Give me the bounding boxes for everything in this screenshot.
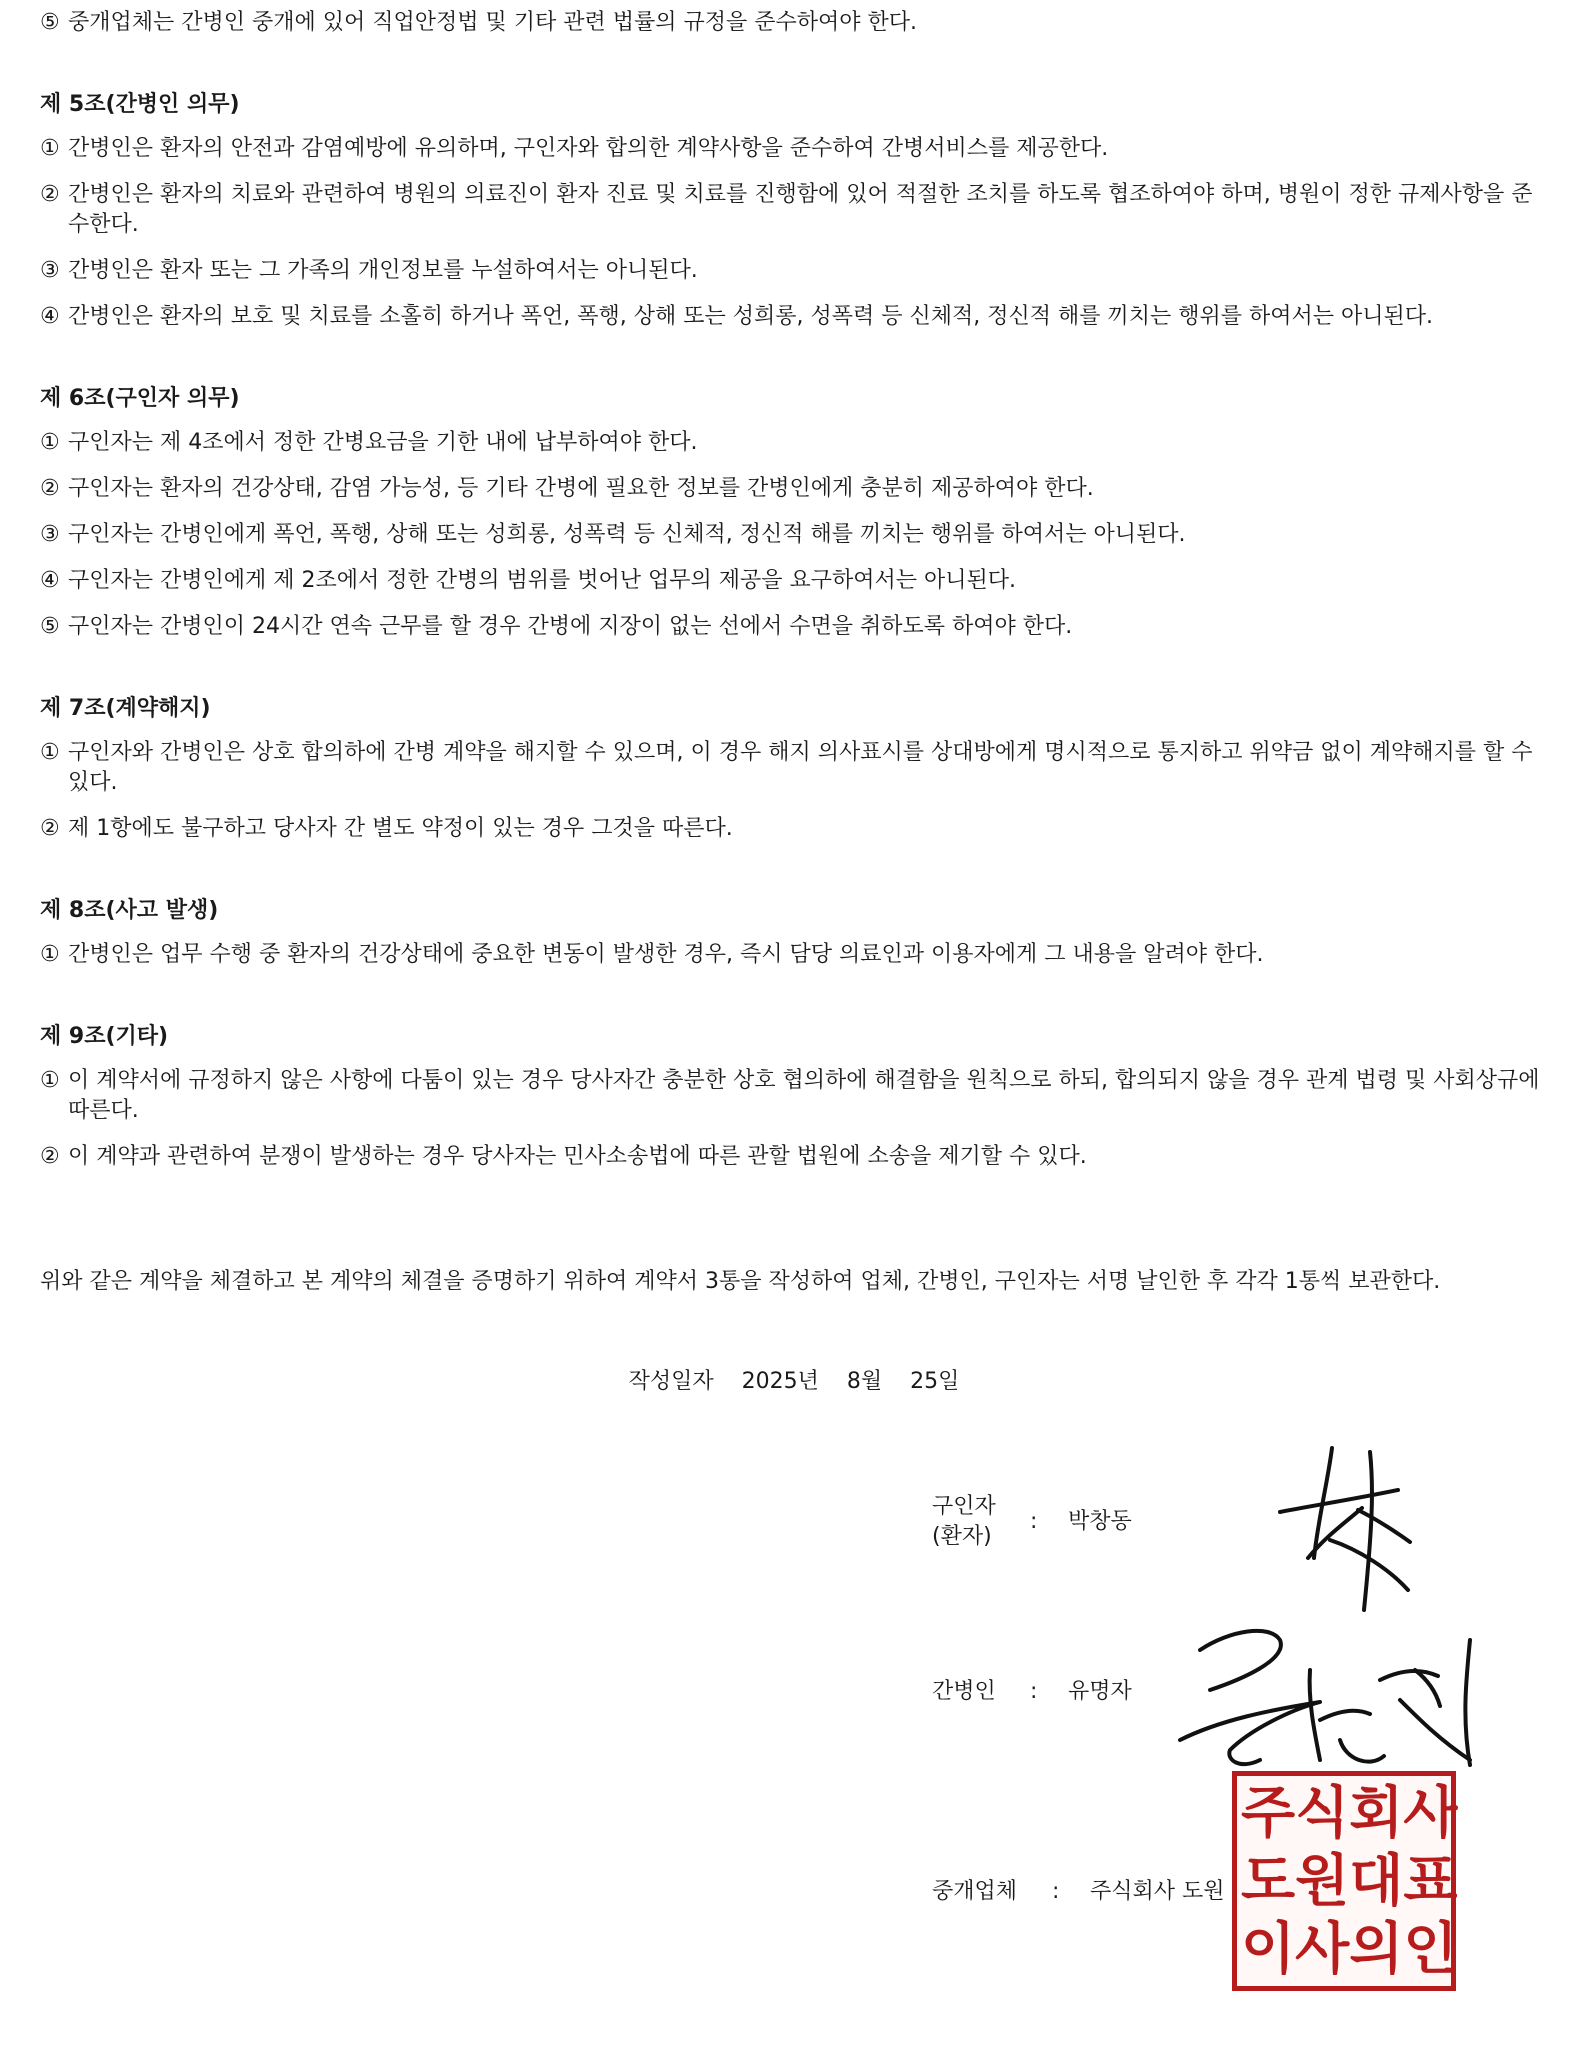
clause-text: 구인자는 간병인에게 제 2조에서 정한 간병의 범위를 벗어난 업무의 제공을 요구하여서는 아니된다. — [68, 568, 1016, 593]
clause-item — [40, 1066, 1550, 1126]
clause-number: ② — [40, 182, 60, 207]
clause-number: ① — [40, 740, 60, 765]
clause-number: ④ — [40, 568, 60, 593]
client-signature — [1270, 1440, 1430, 1620]
client-label-line1: 구인자 — [932, 1494, 996, 1519]
clause-item — [40, 566, 1550, 596]
client-label-line2: (환자) — [932, 1524, 992, 1549]
article-5 — [40, 90, 1550, 332]
contract-date — [0, 1367, 1588, 1397]
clause-number: ⑤ — [40, 10, 60, 35]
clause-item — [40, 1142, 1550, 1172]
clause-number: ③ — [40, 522, 60, 547]
seal-char: 이 — [1241, 1917, 1296, 1982]
article-title: 제 5조(간병인 의무) — [40, 92, 240, 117]
seal-char: 대 — [1349, 1849, 1404, 1914]
caregiver-label: 간병인 — [932, 1679, 996, 1704]
seal-char: 회 — [1349, 1781, 1404, 1846]
clause-number: ① — [40, 136, 60, 161]
clause-text: 구인자와 간병인은 상호 합의하에 간병 계약을 해지할 수 있으며, 이 경우 해지 의사표시를 상대방에게 명시적으로 통지하고 위약금 없이 계약해지를 할 수 있다. — [68, 740, 1533, 795]
clause-text: 구인자는 제 4조에서 정한 간병요금을 기한 내에 납부하여야 한다. — [68, 430, 698, 455]
clause-item — [40, 940, 1550, 970]
clause-number: ② — [40, 476, 60, 501]
clause-text: 중개업체는 간병인 중개에 있어 직업안정법 및 기타 관련 법률의 규정을 준수하여야 한다. — [68, 10, 917, 35]
clause-item — [40, 612, 1550, 642]
clause-number: ⑤ — [40, 614, 60, 639]
clause-number: ① — [40, 430, 60, 455]
clause-item — [40, 814, 1550, 844]
clause-item — [40, 134, 1550, 164]
clause-number: ③ — [40, 258, 60, 283]
clause-number: ② — [40, 1144, 60, 1169]
clause-number: ① — [40, 942, 60, 967]
clause-text: 간병인은 환자 또는 그 가족의 개인정보를 누설하여서는 아니된다. — [68, 258, 698, 283]
seal-char: 도 — [1241, 1849, 1296, 1914]
clause-text: 구인자는 환자의 건강상태, 감염 가능성, 등 기타 간병에 필요한 정보를 간병인에게 충분히 제공하여야 한다. — [68, 476, 1094, 501]
clause-text: 구인자는 간병인에게 폭언, 폭행, 상해 또는 성희롱, 성폭력 등 신체적, 정신적 해를 끼치는 행위를 하여서는 아니된다. — [68, 522, 1186, 547]
client-label — [932, 1492, 996, 1552]
clause-number: ④ — [40, 304, 60, 329]
article-7 — [40, 694, 1550, 844]
clause-item — [40, 8, 1550, 38]
clause-item — [40, 738, 1550, 798]
seal-characters — [1241, 1780, 1458, 1982]
clause-text: 이 계약과 관련하여 분쟁이 발생하는 경우 당사자는 민사소송법에 따른 관할 법원에 소송을 제기할 수 있다. — [68, 1144, 1087, 1169]
agency-colon: : — [1052, 1879, 1060, 1904]
article-6 — [40, 384, 1550, 642]
seal-char: 식 — [1295, 1781, 1350, 1846]
seal-char: 인 — [1403, 1917, 1458, 1982]
contract-body — [40, 8, 1550, 1188]
caregiver-colon: : — [1030, 1679, 1038, 1704]
client-colon: : — [1030, 1509, 1038, 1534]
clause-item — [40, 180, 1550, 240]
article-title: 제 7조(계약해지) — [40, 696, 211, 721]
date-year: 2025년 — [741, 1369, 819, 1394]
clause-item — [40, 428, 1550, 458]
date-label: 작성일자 — [628, 1369, 714, 1394]
article-title: 제 6조(구인자 의무) — [40, 386, 240, 411]
article-title: 제 8조(사고 발생) — [40, 898, 219, 923]
client-name: 박창동 — [1068, 1509, 1132, 1534]
clause-item — [40, 256, 1550, 286]
article-8 — [40, 896, 1550, 970]
clause-item — [40, 302, 1550, 332]
clause-text: 간병인은 환자의 치료와 관련하여 병원의 의료진이 환자 진료 및 치료를 진행함에 있어 적절한 조치를 하도록 협조하여야 하며, 병원이 정한 규제사항을 준수한다. — [68, 182, 1533, 237]
clause-carryover — [40, 8, 1550, 38]
article-9 — [40, 1022, 1550, 1172]
clause-text: 제 1항에도 불구하고 당사자 간 별도 약정이 있는 경우 그것을 따른다. — [68, 816, 733, 841]
clause-text: 간병인은 업무 수행 중 환자의 건강상태에 중요한 변동이 발생한 경우, 즉시 담당 의료인과 이용자에게 그 내용을 알려야 한다. — [68, 942, 1264, 967]
clause-number: ① — [40, 1068, 60, 1093]
seal-char: 의 — [1349, 1917, 1404, 1982]
agency-name: 주식회사 도원 — [1090, 1879, 1225, 1904]
seal-char: 표 — [1403, 1849, 1458, 1914]
seal-char: 사 — [1403, 1781, 1458, 1846]
seal-char: 사 — [1295, 1917, 1350, 1982]
date-month: 8월 — [846, 1369, 883, 1394]
closing-statement: 위와 같은 계약을 체결하고 본 계약의 체결을 증명하기 위하여 계약서 3통을 작성하여 업체, 간병인, 구인자는 서명 날인한 후 각각 1통씩 보관한다. — [40, 1269, 1441, 1294]
seal-char: 주 — [1241, 1781, 1296, 1846]
agency-label: 중개업체 — [932, 1879, 1018, 1904]
seal-char: 원 — [1295, 1849, 1350, 1914]
clause-text: 구인자는 간병인이 24시간 연속 근무를 할 경우 간병에 지장이 없는 선에서 수면을 취하도록 하여야 한다. — [68, 614, 1073, 639]
clause-item — [40, 474, 1550, 504]
clause-item — [40, 520, 1550, 550]
clause-text: 간병인은 환자의 보호 및 치료를 소홀히 하거나 폭언, 폭행, 상해 또는 성희롱, 성폭력 등 신체적, 정신적 해를 끼치는 행위를 하여서는 아니된다. — [68, 304, 1433, 329]
clause-text: 간병인은 환자의 안전과 감염예방에 유의하며, 구인자와 합의한 계약사항을 준수하여 간병서비스를 제공한다. — [68, 136, 1109, 161]
article-title: 제 9조(기타) — [40, 1024, 169, 1049]
caregiver-signature — [1170, 1610, 1500, 1780]
clause-text: 이 계약서에 규정하지 않은 사항에 다툼이 있는 경우 당사자간 충분한 상호 협의하에 해결함을 원칙으로 하되, 합의되지 않을 경우 관계 법령 및 사회상규에 따른다. — [68, 1068, 1540, 1123]
caregiver-name: 유명자 — [1068, 1679, 1132, 1704]
company-seal — [1232, 1771, 1456, 1991]
clause-number: ② — [40, 816, 60, 841]
date-day: 25일 — [910, 1369, 960, 1394]
